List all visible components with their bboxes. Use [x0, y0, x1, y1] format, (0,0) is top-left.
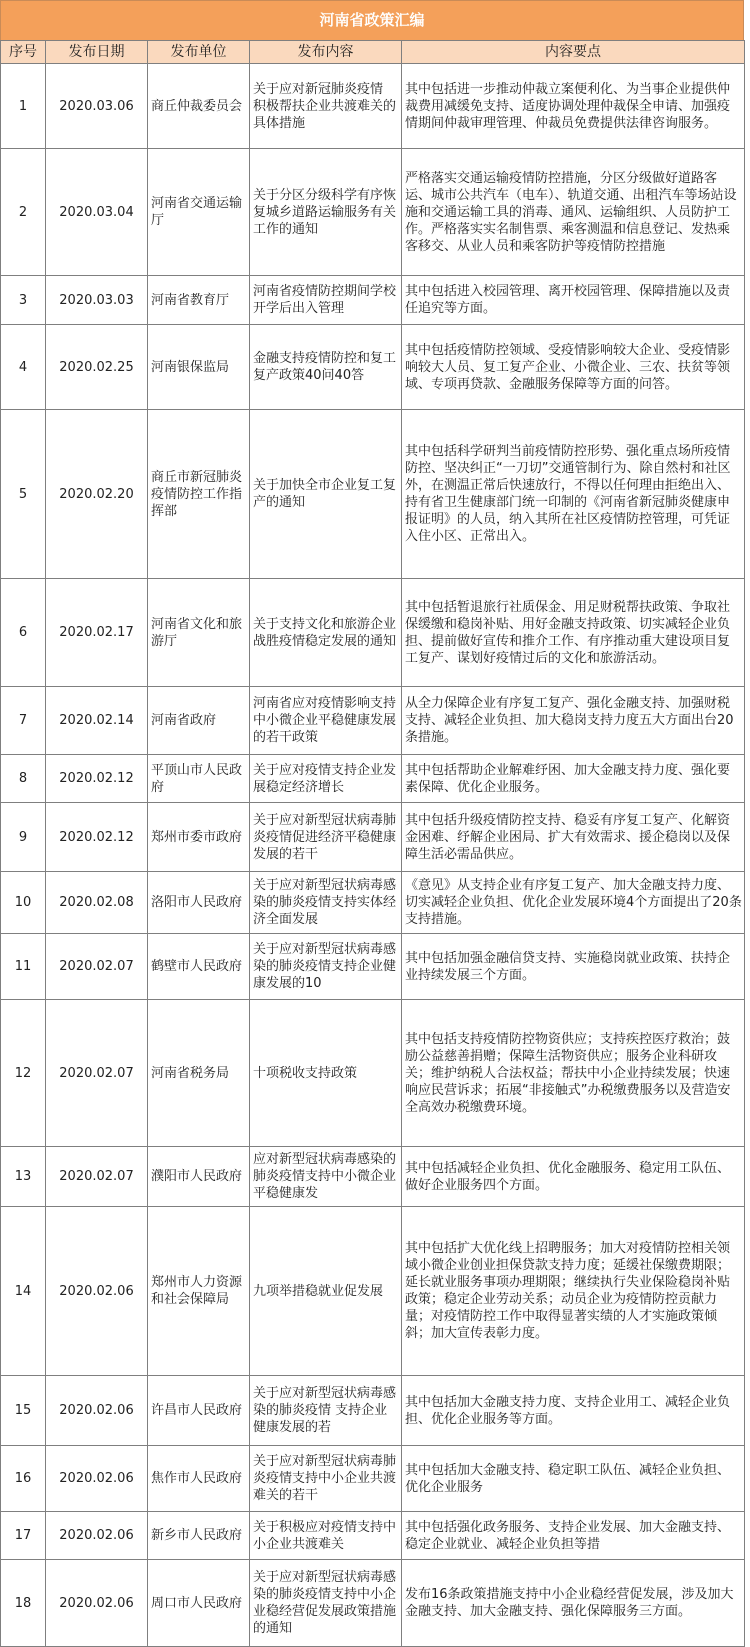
row-index: 10	[1, 872, 46, 934]
table-row	[1, 803, 745, 872]
row-index: 15	[1, 1376, 46, 1446]
table-row	[1, 1376, 745, 1446]
header-date: 发布日期	[46, 41, 148, 64]
row-unit: 周口市人民政府	[148, 1560, 250, 1647]
row-unit: 河南省教育厅	[148, 276, 250, 325]
row-index: 7	[1, 687, 46, 755]
table-row	[1, 276, 745, 325]
table-row	[1, 1512, 745, 1560]
row-index: 3	[1, 276, 46, 325]
row-date: 2020.02.06	[46, 1446, 148, 1512]
header-row	[1, 41, 745, 64]
row-date: 2020.02.08	[46, 872, 148, 934]
row-unit: 焦作市人民政府	[148, 1446, 250, 1512]
row-unit: 鹤壁市人民政府	[148, 934, 250, 1000]
table-row	[1, 579, 745, 687]
row-unit: 河南省政府	[148, 687, 250, 755]
row-index: 12	[1, 1000, 46, 1147]
row-points: 其中包括进一步推动仲裁立案便利化、为当事企业提供仲裁费用减缓免支持、适度协调处理仲裁保全申请、加强疫情期间仲裁审理管理、仲裁员免费提供法律咨询服务。	[402, 64, 745, 149]
row-points: 《意见》从支持企业有序复工复产、加大金融支持力度、切实减轻企业负担、优化企业发展环境4个方面提出了20条支持措施。	[402, 872, 745, 934]
policy-table	[0, 40, 745, 1647]
row-date: 2020.02.06	[46, 1207, 148, 1376]
row-points: 其中包括扩大优化线上招聘服务；加大对疫情防控相关领域小微企业创业担保贷款支持力度；延缓社保缴费期限；延长就业服务事项办理期限；继续执行失业保险稳岗补贴政策；稳定企业劳动关系；动员企业为疫情防控贡献力量；对疫情防控工作中取得显著实绩的人才实施政策倾斜；加大宣传表彰力度。	[402, 1207, 745, 1376]
row-unit: 商丘仲裁委员会	[148, 64, 250, 149]
table-row	[1, 410, 745, 579]
row-index: 14	[1, 1207, 46, 1376]
row-index: 6	[1, 579, 46, 687]
row-date: 2020.03.06	[46, 64, 148, 149]
row-unit: 许昌市人民政府	[148, 1376, 250, 1446]
row-points: 其中包括加强金融信贷支持、实施稳岗就业政策、扶持企业持续发展三个方面。	[402, 934, 745, 1000]
row-points: 其中包括支持疫情防控物资供应；支持疾控医疗救治；鼓励公益慈善捐赠；保障生活物资供应；服务企业科研攻关；维护纳税人合法权益；帮扶中小企业持续发展；快速响应民营诉求；拓展“非接触式”办税缴费服务以及营造安全高效办税缴费环境。	[402, 1000, 745, 1147]
row-unit: 郑州市人力资源和社会保障局	[148, 1207, 250, 1376]
row-date: 2020.02.12	[46, 755, 148, 803]
row-content: 关于应对疫情支持企业发展稳定经济增长	[250, 755, 402, 803]
row-points: 从全力保障企业有序复工复产、强化金融支持、加强财税支持、减轻企业负担、加大稳岗支持力度五大方面出台20条措施。	[402, 687, 745, 755]
row-content: 河南省疫情防控期间学校开学后出入管理	[250, 276, 402, 325]
row-unit: 河南省交通运输厅	[148, 149, 250, 276]
row-content: 关于应对新型冠状病毒感染的肺炎疫情支持中小企业稳经营促发展政策措施的通知	[250, 1560, 402, 1647]
table-row	[1, 687, 745, 755]
row-index: 2	[1, 149, 46, 276]
row-index: 8	[1, 755, 46, 803]
row-date: 2020.02.17	[46, 579, 148, 687]
row-index: 1	[1, 64, 46, 149]
table-title: 河南省政策汇编	[0, 0, 744, 41]
table-row	[1, 934, 745, 1000]
row-unit: 平顶山市人民政府	[148, 755, 250, 803]
table-row	[1, 325, 745, 410]
table-row	[1, 1560, 745, 1647]
row-points: 其中包括科学研判当前疫情防控形势、强化重点场所疫情防控、坚决纠正“一刀切”交通管制行为、除自然村和社区外，在测温正常后快速放行，不得以任何理由拒绝出入、持有省卫生健康部门统一印制的《河南省新冠肺炎健康申报证明》的人员，纳入其所在社区疫情防控管理，可凭证入住小区、正常出入。	[402, 410, 745, 579]
table-row	[1, 149, 745, 276]
row-unit: 河南银保监局	[148, 325, 250, 410]
row-content: 关于支持文化和旅游企业战胜疫情稳定发展的通知	[250, 579, 402, 687]
row-content: 关于应对新型冠状病毒肺炎疫情促进经济平稳健康发展的若干	[250, 803, 402, 872]
table-row	[1, 64, 745, 149]
row-content: 关于应对新型冠状病毒感染的肺炎疫情支持企业健康发展的10	[250, 934, 402, 1000]
row-content: 关于应对新型冠状病毒感染的肺炎疫情支持实体经济全面发展	[250, 872, 402, 934]
row-points: 其中包括强化政务服务、支持企业发展、加大金融支持、稳定企业就业、减轻企业负担等措	[402, 1512, 745, 1560]
row-unit: 郑州市委市政府	[148, 803, 250, 872]
row-content: 关于应对新冠肺炎疫情 积极帮扶企业共渡难关的具体措施	[250, 64, 402, 149]
table-row	[1, 1446, 745, 1512]
row-points: 其中包括升级疫情防控支持、稳妥有序复工复产、化解资金困难、纾解企业困局、扩大有效需求、援企稳岗以及保障生活必需品供应。	[402, 803, 745, 872]
row-date: 2020.02.06	[46, 1512, 148, 1560]
header-points: 内容要点	[402, 41, 745, 64]
row-content: 关于积极应对疫情支持中小企业共渡难关	[250, 1512, 402, 1560]
row-date: 2020.02.12	[46, 803, 148, 872]
row-date: 2020.02.07	[46, 1000, 148, 1147]
table-row	[1, 755, 745, 803]
row-points: 其中包括暂退旅行社质保金、用足财税帮扶政策、争取社保缓缴和稳岗补贴、用好金融支持政策、切实减轻企业负担、提前做好宣传和推介工作、有序推动重大建设项目复工复产、谋划好疫情过后的文化和旅游活动。	[402, 579, 745, 687]
header-content: 发布内容	[250, 41, 402, 64]
row-index: 5	[1, 410, 46, 579]
row-unit: 河南省文化和旅游厅	[148, 579, 250, 687]
row-points: 其中包括加大金融支持、稳定职工队伍、减轻企业负担、优化企业服务	[402, 1446, 745, 1512]
table-row	[1, 1000, 745, 1147]
row-index: 18	[1, 1560, 46, 1647]
row-unit: 洛阳市人民政府	[148, 872, 250, 934]
row-index: 13	[1, 1147, 46, 1207]
row-content: 应对新型冠状病毒感染的肺炎疫情支持中小微企业平稳健康发	[250, 1147, 402, 1207]
row-date: 2020.02.25	[46, 325, 148, 410]
row-points: 其中包括加大金融支持力度、支持企业用工、减轻企业负担、优化企业服务等方面。	[402, 1376, 745, 1446]
row-unit: 商丘市新冠肺炎疫情防控工作指挥部	[148, 410, 250, 579]
row-date: 2020.03.04	[46, 149, 148, 276]
row-date: 2020.02.14	[46, 687, 148, 755]
row-content: 金融支持疫情防控和复工复产政策40问40答	[250, 325, 402, 410]
header-index: 序号	[1, 41, 46, 64]
row-content: 关于分区分级科学有序恢复城乡道路运输服务有关工作的通知	[250, 149, 402, 276]
row-unit: 新乡市人民政府	[148, 1512, 250, 1560]
row-points: 其中包括减轻企业负担、优化金融服务、稳定用工队伍、做好企业服务四个方面。	[402, 1147, 745, 1207]
row-date: 2020.02.07	[46, 934, 148, 1000]
row-date: 2020.02.07	[46, 1147, 148, 1207]
row-index: 9	[1, 803, 46, 872]
row-date: 2020.02.06	[46, 1376, 148, 1446]
table-row	[1, 872, 745, 934]
row-content: 九项举措稳就业促发展	[250, 1207, 402, 1376]
row-content: 关于应对新型冠状病毒感染的肺炎疫情 支持企业健康发展的若	[250, 1376, 402, 1446]
row-content: 关于应对新型冠状病毒肺炎疫情支持中小企业共渡难关的若干	[250, 1446, 402, 1512]
row-date: 2020.02.06	[46, 1560, 148, 1647]
row-index: 11	[1, 934, 46, 1000]
row-content: 关于加快全市企业复工复产的通知	[250, 410, 402, 579]
row-points: 发布16条政策措施支持中小企业稳经营促发展，涉及加大金融支持、加大金融支持、强化保障服务三方面。	[402, 1560, 745, 1647]
row-content: 十项税收支持政策	[250, 1000, 402, 1147]
row-date: 2020.02.20	[46, 410, 148, 579]
header-unit: 发布单位	[148, 41, 250, 64]
table-row	[1, 1207, 745, 1376]
row-content: 河南省应对疫情影响支持中小微企业平稳健康发展的若干政策	[250, 687, 402, 755]
row-date: 2020.03.03	[46, 276, 148, 325]
table-row	[1, 1147, 745, 1207]
row-index: 16	[1, 1446, 46, 1512]
row-index: 17	[1, 1512, 46, 1560]
row-unit: 河南省税务局	[148, 1000, 250, 1147]
row-points: 其中包括帮助企业解难纾困、加大金融支持力度、强化要素保障、优化企业服务。	[402, 755, 745, 803]
row-points: 严格落实交通运输疫情防控措施，分区分级做好道路客运、城市公共汽车（电车）、轨道交通、出租汽车等场站设施和交通运输工具的消毒、通风、运输组织、人员防护工作。严格落实实名制售票、乘客测温和信息登记、发热乘客移交、从业人员和乘客防护等疫情防控措施	[402, 149, 745, 276]
row-points: 其中包括进入校园管理、离开校园管理、保障措施以及责任追究等方面。	[402, 276, 745, 325]
row-unit: 濮阳市人民政府	[148, 1147, 250, 1207]
row-points: 其中包括疫情防控领域、受疫情影响较大企业、受疫情影响较大人员、复工复产企业、小微企业、三农、扶贫等领域、专项再贷款、金融服务保障等方面的问答。	[402, 325, 745, 410]
row-index: 4	[1, 325, 46, 410]
